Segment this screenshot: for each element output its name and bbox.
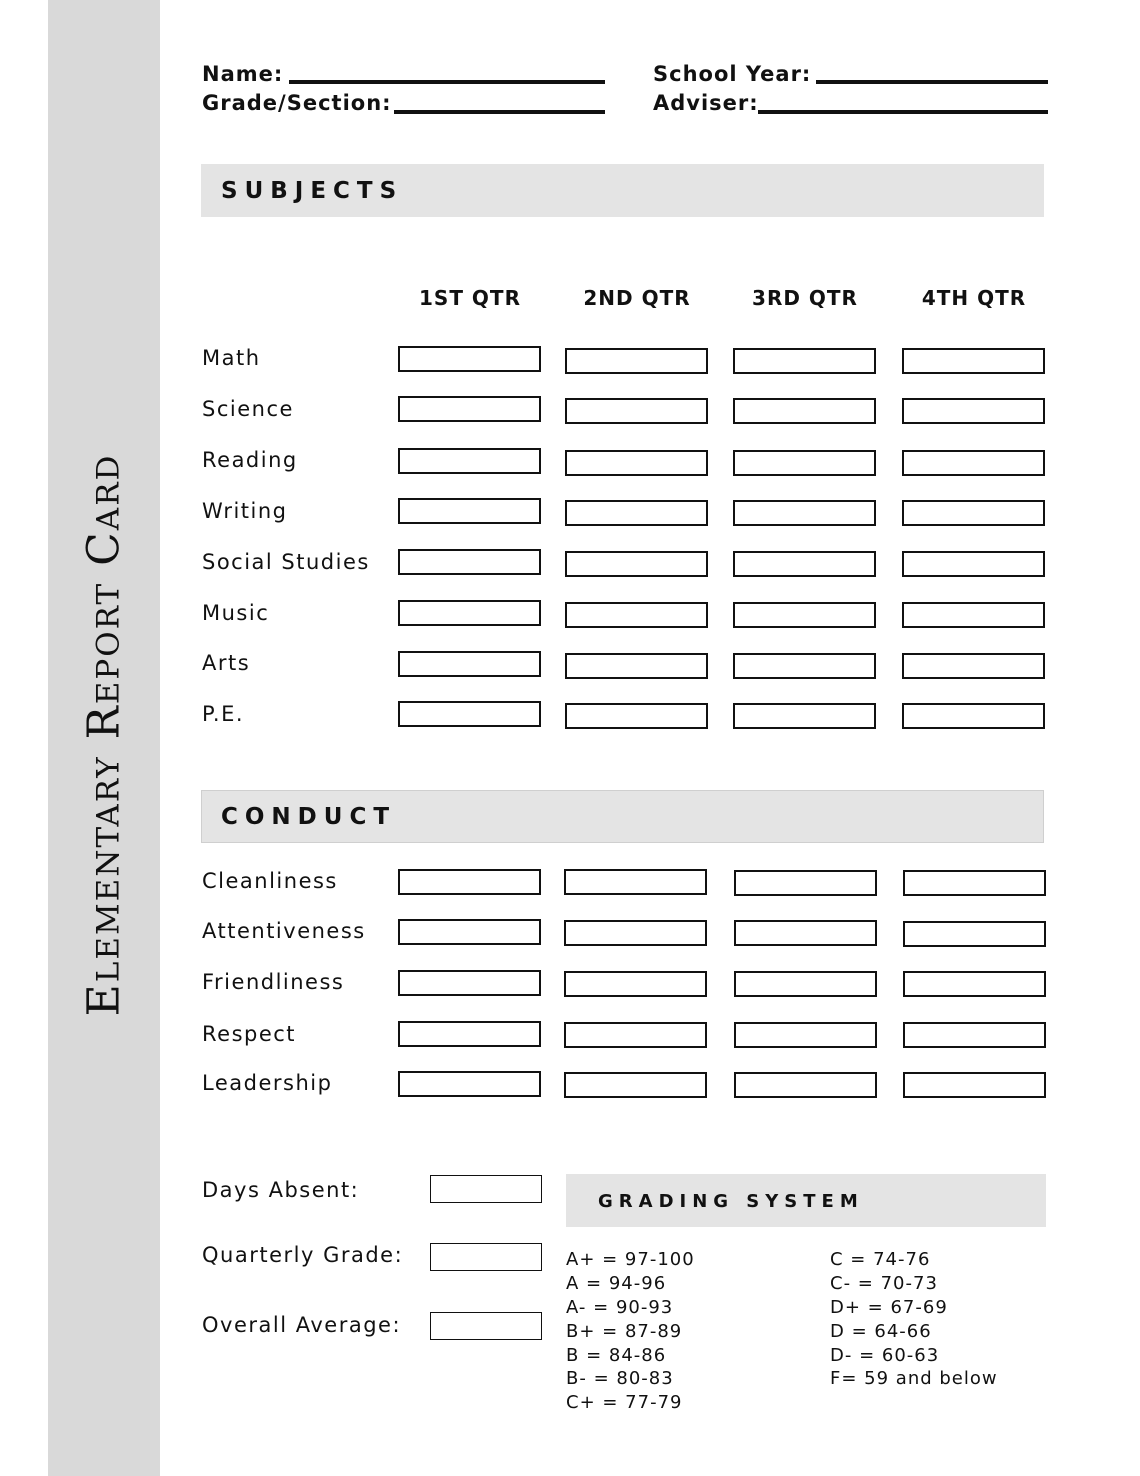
name-field[interactable] <box>289 80 605 84</box>
conduct-title: CONDUCT <box>221 804 397 830</box>
column-header-q4: 4TH QTR <box>921 286 1027 310</box>
column-header-q2: 2ND QTR <box>583 286 691 310</box>
conduct-box[interactable] <box>903 971 1046 997</box>
subject-label: Social Studies <box>202 550 370 574</box>
grade-box[interactable] <box>902 500 1045 526</box>
grade-scale-item: C+ = 77-79 <box>566 1392 683 1413</box>
conduct-box[interactable] <box>564 920 707 946</box>
grade-scale-item: D+ = 67-69 <box>830 1297 948 1318</box>
adviser-label: Adviser: <box>653 91 759 115</box>
grade-box[interactable] <box>902 602 1045 628</box>
conduct-box[interactable] <box>564 1072 707 1098</box>
grade-box[interactable] <box>902 348 1045 374</box>
conduct-box[interactable] <box>398 919 541 945</box>
conduct-label: Respect <box>202 1022 297 1046</box>
conduct-label: Friendliness <box>202 970 345 994</box>
grade-scale-item: A+ = 97-100 <box>566 1249 695 1270</box>
grade-scale-item: D = 64-66 <box>830 1321 932 1342</box>
grading-system-title: GRADING SYSTEM <box>598 1191 864 1212</box>
grade-box[interactable] <box>565 653 708 679</box>
conduct-box[interactable] <box>398 869 541 895</box>
adviser-field[interactable] <box>758 110 1048 114</box>
subject-label: Music <box>202 601 270 625</box>
column-header-q3: 3RD QTR <box>752 286 858 310</box>
report-card-title: Elementary Report Card <box>78 453 130 1017</box>
grade-box[interactable] <box>398 498 541 524</box>
grade-scale-item: B = 84-86 <box>566 1345 667 1366</box>
grade-box[interactable] <box>398 600 541 626</box>
grade-box[interactable] <box>398 396 541 422</box>
subject-label: Reading <box>202 448 298 472</box>
grade-box[interactable] <box>565 703 708 729</box>
school-year-field[interactable] <box>816 80 1048 84</box>
conduct-box[interactable] <box>564 1022 707 1048</box>
grade-box[interactable] <box>398 549 541 575</box>
grade-box[interactable] <box>398 701 541 727</box>
grade-box[interactable] <box>733 551 876 577</box>
conduct-box[interactable] <box>564 971 707 997</box>
grade-box[interactable] <box>565 500 708 526</box>
grade-box[interactable] <box>902 551 1045 577</box>
grade-section-field[interactable] <box>394 110 605 114</box>
grade-box[interactable] <box>565 450 708 476</box>
grade-box[interactable] <box>902 398 1045 424</box>
name-label: Name: <box>202 62 284 86</box>
grade-section-label: Grade/Section: <box>202 91 392 115</box>
grade-scale-item: A = 94-96 <box>566 1273 667 1294</box>
grade-scale-item: C- = 70-73 <box>830 1273 938 1294</box>
conduct-box[interactable] <box>903 921 1046 947</box>
grade-box[interactable] <box>733 602 876 628</box>
grade-box[interactable] <box>733 653 876 679</box>
grade-scale-item: C = 74-76 <box>830 1249 931 1270</box>
conduct-box[interactable] <box>734 971 877 997</box>
grade-scale-item: B+ = 87-89 <box>566 1321 683 1342</box>
grade-box[interactable] <box>902 450 1045 476</box>
grade-box[interactable] <box>733 398 876 424</box>
grade-scale-item: D- = 60-63 <box>830 1345 940 1366</box>
subject-label: Arts <box>202 651 251 675</box>
column-header-q1: 1ST QTR <box>419 286 521 310</box>
grade-scale-item: F= 59 and below <box>830 1368 998 1389</box>
conduct-label: Attentiveness <box>202 919 366 943</box>
conduct-box[interactable] <box>398 1071 541 1097</box>
grade-box[interactable] <box>565 551 708 577</box>
conduct-box[interactable] <box>734 1022 877 1048</box>
grade-box[interactable] <box>398 346 541 372</box>
conduct-box[interactable] <box>734 1072 877 1098</box>
grade-box[interactable] <box>565 398 708 424</box>
conduct-box[interactable] <box>398 970 541 996</box>
days-absent-label: Days Absent: <box>202 1178 360 1202</box>
grade-box[interactable] <box>398 448 541 474</box>
overall-average-label: Overall Average: <box>202 1313 402 1337</box>
conduct-box[interactable] <box>734 920 877 946</box>
conduct-box[interactable] <box>564 869 707 895</box>
grade-box[interactable] <box>565 348 708 374</box>
school-year-label: School Year: <box>653 62 812 86</box>
grade-box[interactable] <box>733 348 876 374</box>
conduct-box[interactable] <box>398 1021 541 1047</box>
grade-box[interactable] <box>902 653 1045 679</box>
quarterly-grade-label: Quarterly Grade: <box>202 1243 404 1267</box>
subject-label: Math <box>202 346 261 370</box>
grade-scale-item: B- = 80-83 <box>566 1368 674 1389</box>
grade-box[interactable] <box>398 651 541 677</box>
conduct-label: Cleanliness <box>202 869 338 893</box>
grade-box[interactable] <box>733 500 876 526</box>
grade-box[interactable] <box>733 450 876 476</box>
conduct-box[interactable] <box>734 870 877 896</box>
days-absent-box[interactable] <box>430 1175 542 1203</box>
subject-label: Science <box>202 397 294 421</box>
grade-box[interactable] <box>733 703 876 729</box>
overall-average-box[interactable] <box>430 1312 542 1340</box>
conduct-label: Leadership <box>202 1071 333 1095</box>
conduct-box[interactable] <box>903 1022 1046 1048</box>
grade-box[interactable] <box>902 703 1045 729</box>
subject-label: P.E. <box>202 702 245 726</box>
grade-box[interactable] <box>565 602 708 628</box>
conduct-box[interactable] <box>903 1072 1046 1098</box>
subject-label: Writing <box>202 499 288 523</box>
grade-scale-item: A- = 90-93 <box>566 1297 674 1318</box>
quarterly-grade-box[interactable] <box>430 1243 542 1271</box>
subjects-title: SUBJECTS <box>221 178 404 204</box>
conduct-box[interactable] <box>903 870 1046 896</box>
